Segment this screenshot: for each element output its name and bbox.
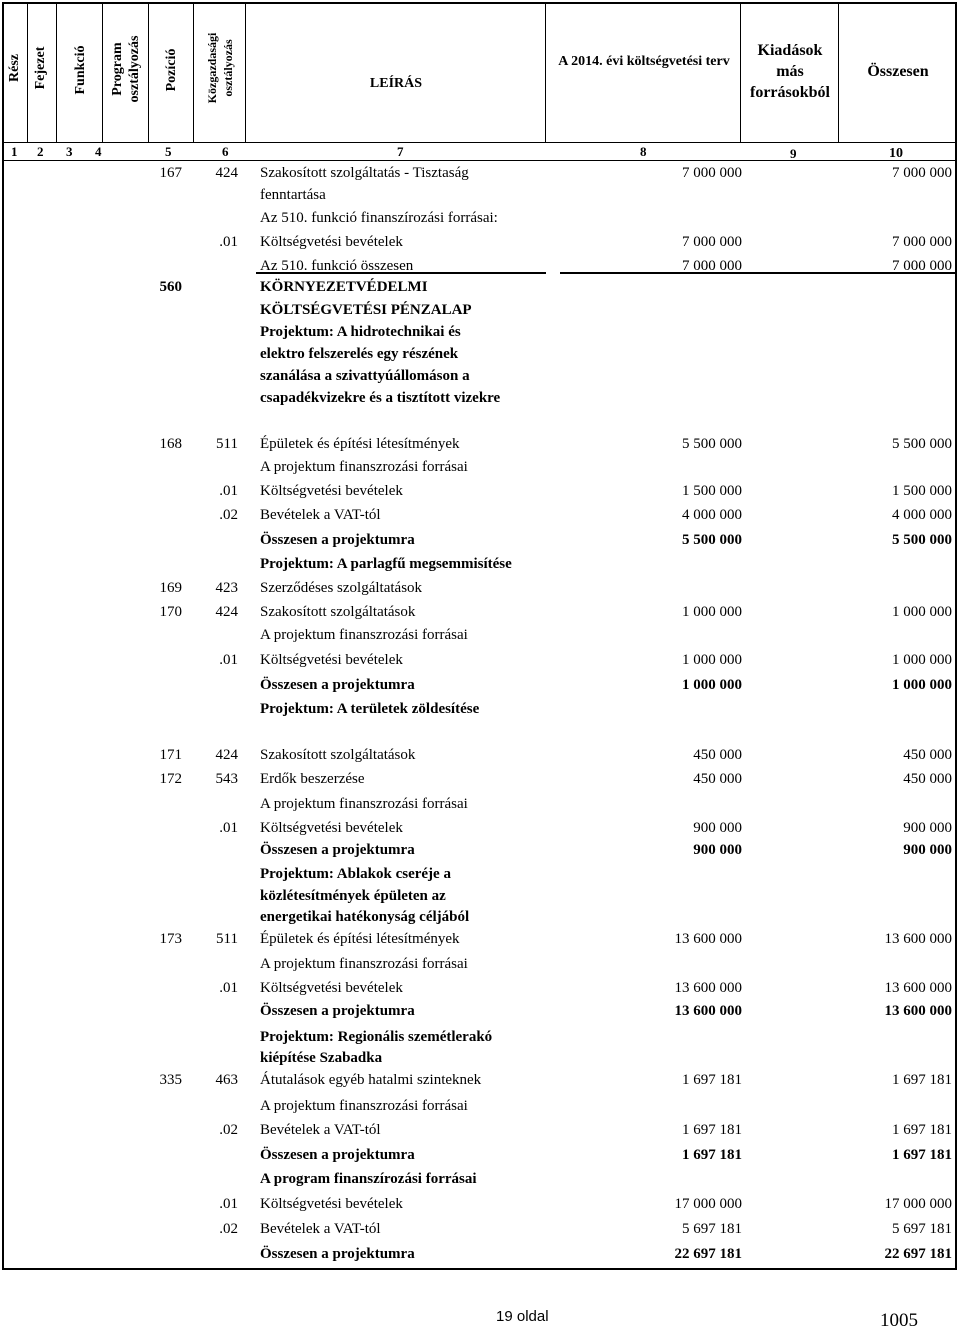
description: Szakosított szolgáltatás - Tisztaság (260, 165, 469, 181)
position-code: 424 (215, 747, 238, 763)
total-amount: 22 697 181 (884, 1246, 952, 1262)
description: Összesen a projektumra (260, 1246, 415, 1262)
total-amount: 7 000 000 (892, 165, 952, 181)
table-row (0, 744, 960, 766)
table-row (0, 1168, 960, 1190)
header-kozgazd-text: Közgazdasági osztályozás (205, 32, 235, 104)
description: Projektum: Regionális szemétlerakó (260, 1029, 493, 1045)
planned-amount: 5 500 000 (682, 436, 742, 452)
table-row (0, 601, 960, 623)
table-row (0, 456, 960, 478)
table-row (0, 365, 960, 387)
position-code: .01 (219, 1196, 238, 1212)
planned-amount: 1 000 000 (682, 604, 742, 620)
description: Összesen a projektumra (260, 1003, 415, 1019)
total-amount: 1 000 000 (892, 652, 952, 668)
description: A projektum finanszrozási forrásai (260, 956, 468, 972)
function-code: 170 (159, 604, 182, 620)
header-fejezet: Fejezet (33, 46, 48, 90)
description: energetikai hatékonyság céljából (260, 909, 470, 925)
description: Összesen a projektumra (260, 842, 415, 858)
total-amount: 900 000 (903, 820, 952, 836)
total-amount: 13 600 000 (884, 931, 952, 947)
description: Bevételek a VAT-tól (260, 1122, 381, 1138)
description: csapadékvizekre és a tisztított vizekre (260, 390, 501, 406)
position-code: .01 (219, 483, 238, 499)
total-amount: 4 000 000 (892, 507, 952, 523)
colnum: 8 (640, 144, 647, 159)
total-amount: 1 697 181 (892, 1122, 952, 1138)
description: Költségvetési bevételek (260, 234, 403, 250)
description: Költségvetési bevételek (260, 483, 403, 499)
colnum-bottom-rule (3, 160, 956, 161)
description: A program finanszírozási forrásai (260, 1171, 477, 1187)
planned-amount: 1 500 000 (682, 483, 742, 499)
description: Projektum: A területek zöldesítése (260, 701, 480, 717)
table-row (0, 231, 960, 253)
description: Szerződéses szolgáltatások (260, 580, 423, 596)
total-amount: 450 000 (903, 771, 952, 787)
description: KÖRNYEZETVÉDELMI (260, 279, 428, 295)
table-row (0, 529, 960, 551)
table-row (0, 162, 960, 184)
total-amount: 17 000 000 (884, 1196, 952, 1212)
table-row (0, 1026, 960, 1048)
description: közlétesítmények épületen az (260, 888, 446, 904)
description: Projektum: A parlagfű megsemmisítése (260, 556, 512, 572)
planned-amount: 22 697 181 (674, 1246, 742, 1262)
table-row (0, 1069, 960, 1091)
table-row (0, 863, 960, 885)
table-row (0, 698, 960, 720)
table-row (0, 1243, 960, 1265)
table-row (0, 276, 960, 298)
description: Projektum: A hidrotechnikai és (260, 324, 461, 340)
description: Épületek és építési létesítmények (260, 436, 460, 452)
table-row (0, 577, 960, 599)
table-row (0, 184, 960, 206)
description: A projektum finanszrozási forrásai (260, 459, 468, 475)
planned-amount: 4 000 000 (682, 507, 742, 523)
description: Átutalások egyéb hatalmi szinteknek (260, 1072, 482, 1088)
table-row (0, 1193, 960, 1215)
description: Erdők beszerzése (260, 771, 365, 787)
planned-amount: 13 600 000 (674, 1003, 742, 1019)
description: Költségvetési bevételek (260, 980, 403, 996)
table-row (0, 906, 960, 928)
header-osszesen: Összesen (867, 63, 929, 80)
function-code: 560 (159, 279, 182, 295)
function-code: 172 (159, 771, 182, 787)
planned-amount: 13 600 000 (674, 980, 742, 996)
table-row (0, 839, 960, 861)
description: Összesen a projektumra (260, 1147, 415, 1163)
colnum: 1 (11, 144, 18, 159)
planned-amount: 1 697 181 (682, 1147, 742, 1163)
position-code: .02 (219, 1221, 238, 1237)
planned-amount: 1 697 181 (682, 1072, 742, 1088)
position-code: 511 (216, 436, 238, 452)
position-code: .01 (219, 820, 238, 836)
header-program-text: Program osztályozás (110, 35, 142, 103)
page-number: 1005 (880, 1310, 918, 1331)
table-row (0, 480, 960, 502)
header-divider (102, 4, 103, 143)
colnum: 9 (790, 146, 797, 161)
planned-amount: 450 000 (693, 747, 742, 763)
table-row (0, 977, 960, 999)
function-code: 169 (159, 580, 182, 596)
table-row (0, 433, 960, 455)
total-amount: 1 500 000 (892, 483, 952, 499)
total-amount: 900 000 (903, 842, 952, 858)
header-bottom-rule (3, 142, 956, 143)
table-row (0, 1047, 960, 1069)
header-divider (56, 4, 57, 143)
table-row (0, 343, 960, 365)
colnum: 7 (397, 144, 404, 159)
planned-amount: 450 000 (693, 771, 742, 787)
total-amount: 7 000 000 (892, 234, 952, 250)
planned-amount: 7 000 000 (682, 165, 742, 181)
description: KÖLTSÉGVETÉSI PÉNZALAP (260, 302, 472, 318)
table-row (0, 885, 960, 907)
function-code: 335 (159, 1072, 182, 1088)
table-row (0, 953, 960, 975)
colnum: 4 (95, 144, 102, 159)
header-divider (838, 4, 839, 143)
table-row (0, 793, 960, 815)
position-code: .01 (219, 234, 238, 250)
total-amount: 13 600 000 (884, 1003, 952, 1019)
total-amount: 13 600 000 (884, 980, 952, 996)
description: kiépítése Szabadka (260, 1050, 383, 1066)
colnum: 3 (66, 144, 73, 159)
description: elektro felszerelés egy részének (260, 346, 459, 362)
table-row (0, 649, 960, 671)
position-code: 543 (215, 771, 238, 787)
header-pozicio: Pozíció (164, 48, 179, 92)
function-code: 168 (159, 436, 182, 452)
total-amount: 5 500 000 (892, 436, 952, 452)
planned-amount: 17 000 000 (674, 1196, 742, 1212)
table-row (0, 207, 960, 229)
total-amount: 5 500 000 (892, 532, 952, 548)
position-code: 463 (215, 1072, 238, 1088)
description: Szakosított szolgáltatások (260, 604, 416, 620)
total-amount: 5 697 181 (892, 1221, 952, 1237)
description: A projektum finanszrozási forrásai (260, 1098, 468, 1114)
function-code: 173 (159, 931, 182, 947)
position-code: 424 (215, 165, 238, 181)
colnum: 10 (889, 146, 903, 161)
planned-amount: 7 000 000 (682, 258, 742, 274)
description: Bevételek a VAT-tól (260, 507, 381, 523)
colnum: 6 (222, 144, 229, 159)
header-funkcio: Funkció (73, 45, 88, 95)
table-row (0, 553, 960, 575)
header-leiras: LEÍRÁS (369, 76, 423, 91)
planned-amount: 1 697 181 (682, 1122, 742, 1138)
table-row (0, 1144, 960, 1166)
table-row (0, 299, 960, 321)
position-code: .02 (219, 507, 238, 523)
description: Szakosított szolgáltatások (260, 747, 416, 763)
header-divider (740, 4, 741, 143)
description: Költségvetési bevételek (260, 1196, 403, 1212)
total-amount: 1 697 181 (892, 1147, 952, 1163)
header-divider (148, 4, 149, 143)
planned-amount: 900 000 (693, 820, 742, 836)
table-row (0, 768, 960, 790)
table-row (0, 674, 960, 696)
planned-amount: 5 500 000 (682, 532, 742, 548)
header-divider (193, 4, 194, 143)
table-row (0, 817, 960, 839)
function-code: 171 (159, 747, 182, 763)
total-amount: 450 000 (903, 747, 952, 763)
table-row (0, 928, 960, 950)
position-code: 511 (216, 931, 238, 947)
description: A projektum finanszrozási forrásai (260, 796, 468, 812)
planned-amount: 5 697 181 (682, 1221, 742, 1237)
planned-amount: 13 600 000 (674, 931, 742, 947)
total-amount: 1 000 000 (892, 677, 952, 693)
position-code: .01 (219, 652, 238, 668)
table-row (0, 624, 960, 646)
description: Az 510. funkció összesen (260, 258, 414, 274)
position-code: .02 (219, 1122, 238, 1138)
description: Projektum: Ablakok cseréje a (260, 866, 451, 882)
header-program (109, 21, 143, 117)
total-amount: 1 000 000 (892, 604, 952, 620)
description: fenntartása (260, 187, 326, 203)
planned-amount: 1 000 000 (682, 677, 742, 693)
planned-amount: 7 000 000 (682, 234, 742, 250)
header-terv: A 2014. évi költségvetési terv (558, 54, 730, 69)
table-row (0, 504, 960, 526)
header-kozgazd (204, 20, 236, 116)
table-row (0, 1095, 960, 1117)
description: Az 510. funkció finanszírozási forrásai: (260, 210, 498, 226)
colnum: 2 (37, 144, 44, 159)
function-code: 167 (159, 165, 182, 181)
description: Összesen a projektumra (260, 677, 415, 693)
position-code: 424 (215, 604, 238, 620)
description: Költségvetési bevételek (260, 652, 403, 668)
description: Bevételek a VAT-tól (260, 1221, 381, 1237)
table-row (0, 387, 960, 409)
table-row (0, 1218, 960, 1240)
page-label: 19 oldal (496, 1308, 549, 1325)
header-kiadasok: Kiadások más forrásokból (750, 42, 830, 101)
description: A projektum finanszrozási forrásai (260, 627, 468, 643)
table-row (0, 321, 960, 343)
header-resz: Rész (7, 54, 22, 82)
total-amount: 7 000 000 (892, 258, 952, 274)
planned-amount: 1 000 000 (682, 652, 742, 668)
position-code: 423 (215, 580, 238, 596)
table-row (0, 1000, 960, 1022)
description: Épületek és építési létesítmények (260, 931, 460, 947)
colnum: 5 (165, 144, 172, 159)
position-code: .01 (219, 980, 238, 996)
total-amount: 1 697 181 (892, 1072, 952, 1088)
description: Költségvetési bevételek (260, 820, 403, 836)
description: Összesen a projektumra (260, 532, 415, 548)
description: szanálása a szivattyúállomáson a (260, 368, 470, 384)
table-row (0, 255, 960, 277)
header-divider (27, 4, 28, 143)
planned-amount: 900 000 (693, 842, 742, 858)
table-row (0, 1119, 960, 1141)
